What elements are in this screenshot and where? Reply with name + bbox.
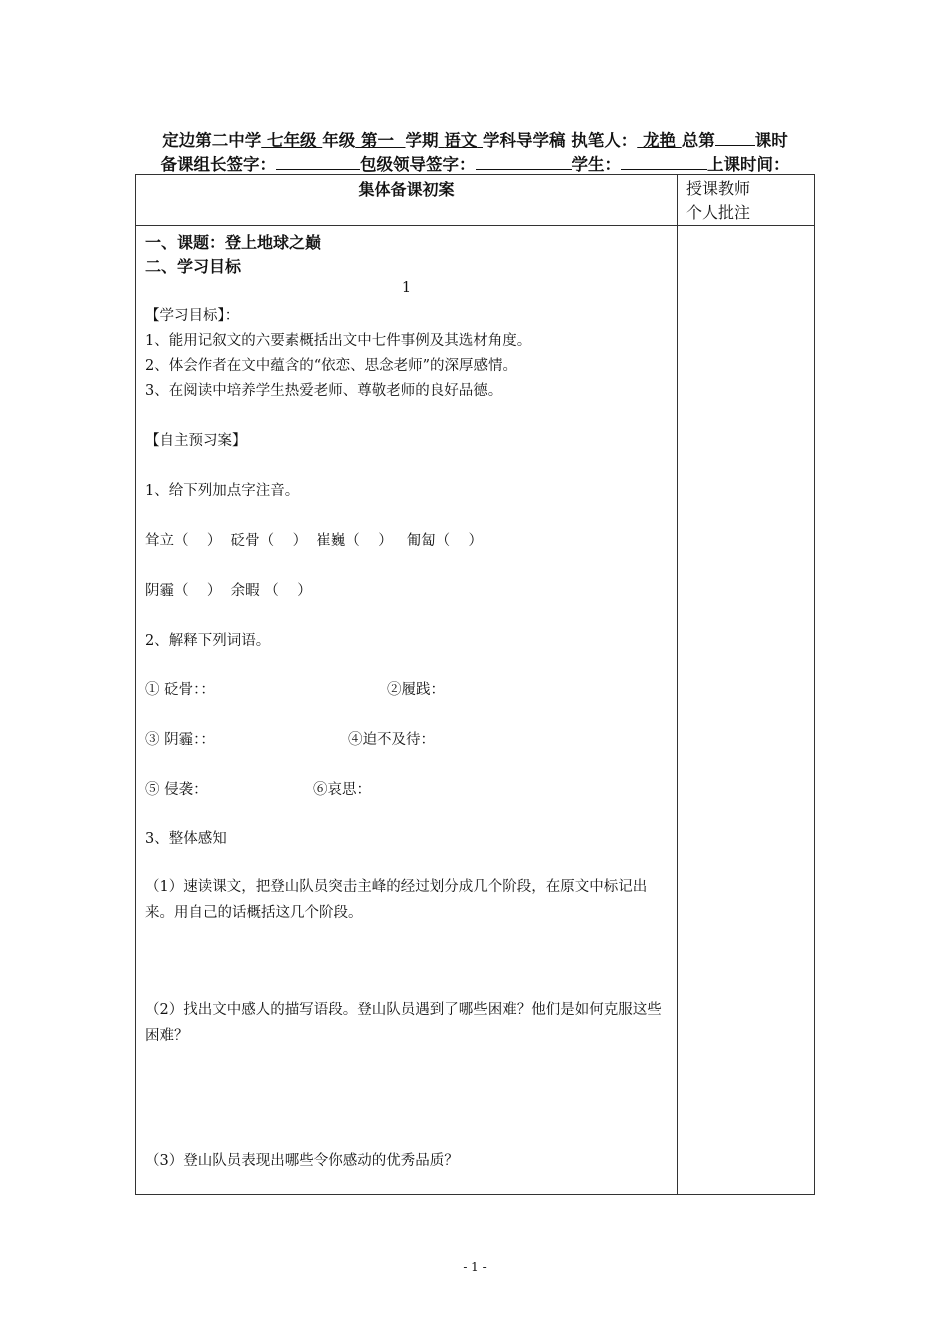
leader-sign-blank: [276, 154, 360, 170]
center-number: 1: [401, 280, 412, 296]
pinyin-row-1: 耸立（ ） 砭骨（ ） 崔巍（ ） 匍匐（ ）: [145, 533, 484, 549]
package-sign-blank: [476, 154, 572, 170]
grade-value: 七年级: [267, 131, 317, 150]
school-name: 定边第二中学: [162, 131, 262, 150]
subject-value: 语文: [444, 131, 478, 150]
page-number: - 1 -: [463, 1260, 487, 1274]
goals-bracket-heading: 【学习目标】：: [145, 308, 240, 324]
student-label: 学生：: [571, 155, 621, 174]
question-3-1: （1）速读课文，把登山队员突击主峰的经过划分成几个阶段，在原文中标记出来。用自己的话概括这几个阶段。: [145, 879, 648, 921]
question-2: 2、解释下列词语。: [145, 633, 271, 649]
package-sign-label: 包级领导签字：: [360, 155, 476, 174]
learning-goals-heading: 二、学习目标: [145, 257, 242, 276]
question-3: 3、整体感知: [145, 831, 227, 847]
document-header-line-2: [0, 151, 950, 175]
class-time-label: 上课时间：: [707, 155, 790, 174]
annotation-heading-line-2: 个人批注: [686, 203, 751, 222]
header-row-divider: [136, 225, 814, 226]
doc-type: 学科导学稿: [483, 131, 566, 150]
lesson-plan-table: [135, 174, 815, 1195]
grade-suffix: 年级: [322, 131, 356, 150]
vocab-1: ① 砭骨：：: [145, 682, 215, 698]
lesson-number-blank: [715, 130, 755, 146]
goal-item-2: 2、体会作者在文中蕴含的“依恋、思念老师”的深厚感情。: [145, 358, 518, 374]
preview-heading: 【自主预习案】: [145, 433, 247, 449]
leader-sign-label: 备课组长签字：: [160, 155, 276, 174]
annotation-heading-line-1: 授课教师: [686, 179, 751, 198]
document-header-line-1: [0, 127, 950, 151]
question-1: 1、给下列加点字注音。: [145, 483, 300, 499]
vocab-4: ④迫不及待：: [348, 732, 435, 748]
annotation-column-heading: [686, 177, 750, 225]
question-3-2: （2）找出文中感人的描写语段。登山队员遇到了哪些困难？他们是如何克服这些困难？: [145, 1002, 662, 1044]
pinyin-row-2: 阴霾（ ） 余暇 （ ）: [145, 583, 312, 599]
total-label: 总第: [681, 131, 715, 150]
student-blank: [621, 154, 707, 170]
topic-heading: 一、课题：登上地球之巅: [145, 233, 322, 252]
question-3-3: （3）登山队员表现出哪些令你感动的优秀品质？: [145, 1153, 459, 1169]
vocab-6: ⑥哀思：: [313, 782, 371, 798]
goal-item-1: 1、能用记叙文的六要素概括出文中七件事例及其选材角度。: [145, 333, 532, 349]
term-suffix: 学期: [405, 131, 439, 150]
vocab-2: ②履践：: [387, 682, 445, 698]
term-value: 第一: [361, 131, 394, 150]
main-column-heading: 集体备课初案: [358, 180, 455, 199]
author-label: 执笔人：: [571, 131, 638, 150]
vocab-3: ③ 阴霾：：: [145, 732, 215, 748]
column-divider: [677, 175, 678, 1194]
lesson-suffix: 课时: [754, 131, 788, 150]
author-name: 龙艳: [643, 131, 676, 150]
goal-item-3: 3、在阅读中培养学生热爱老师、尊敬老师的良好品德。: [145, 383, 503, 399]
vocab-5: ⑤ 侵袭：: [145, 782, 208, 798]
